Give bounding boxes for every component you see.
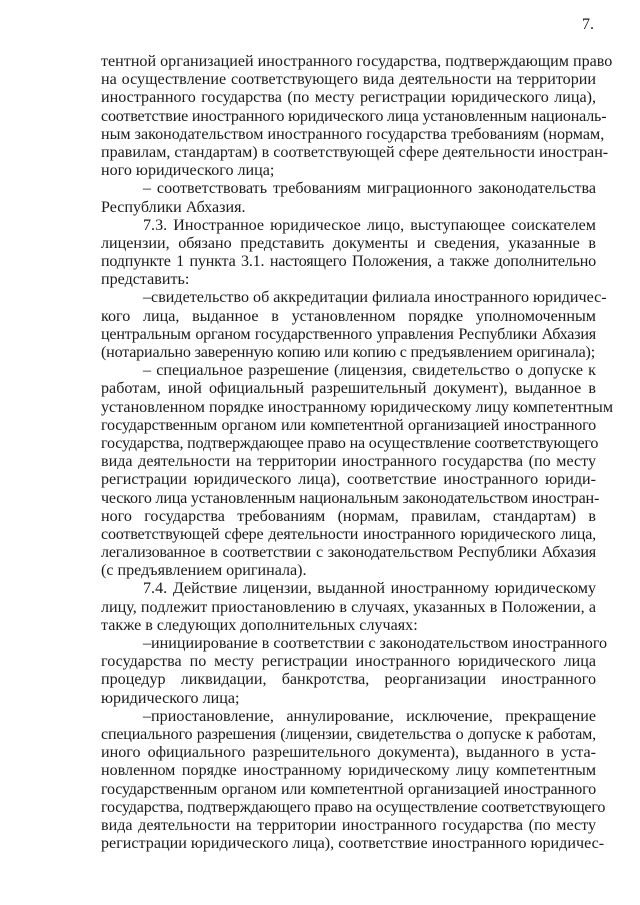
text-line: –инициирование в соответствии с законодательством иностранного — [143, 635, 608, 652]
text-line: Республики Абхазия. — [101, 198, 246, 216]
text-line: вида деятельности на территории иностранного государства (по месту — [101, 453, 596, 471]
text-line: государства по месту регистрации иностранного юридического лица — [101, 653, 596, 671]
text-line: представить: — [101, 271, 190, 289]
text-line: 7.4. Действие лицензии, выданной иностранному юридическому — [143, 580, 596, 598]
text-line: государства, подтверждающее право на осуществление соответствующего — [101, 434, 599, 452]
text-line: подпункте 1 пункта 3.1. настоящего Положения, а также дополнительно — [101, 253, 596, 271]
text-line: (нотариально заверенную копию или копию с предъявлением оригинала); — [101, 344, 595, 361]
text-line: работам, иной официальный разрешительный документ), выданное в — [101, 380, 596, 398]
text-line: ного государства требованиям (нормам, правилам, стандартам) в — [101, 507, 596, 525]
text-line: специального разрешения (лицензии, свидетельства о допуске к работам, — [101, 725, 596, 743]
text-line: процедур ликвидации, банкротства, реорганизации иностранного — [101, 671, 596, 689]
text-line: юридического лица; — [101, 689, 240, 707]
text-line: новленном порядке иностранному юридическому лицу компетентным — [101, 762, 596, 780]
text-line: ческого лица установленным национальным законодательством иностран- — [101, 489, 600, 507]
text-line: ным законодательством иностранного государства требованиям (нормам, — [101, 125, 605, 143]
text-line: вида деятельности на территории иностранного государства (по месту — [101, 816, 596, 834]
text-line: государственным органом или компетентной организацией иностранного — [101, 780, 596, 798]
text-line: – специальное разрешение (лицензия, свидетельство о допуске к — [143, 362, 596, 380]
text-line: государства, подтверждающего право на осуществление соответствующего — [101, 798, 606, 816]
text-line: кого лица, выданное в установленном порядке уполномоченным — [101, 307, 596, 325]
text-line: правилам, стандартам) в соответствующей сфере деятельности иностран- — [101, 143, 609, 161]
text-line: регистрации юридического лица), соответствие иностранного юридичес- — [101, 835, 605, 853]
text-line: регистрации юридического лица), соответствие иностранного юриди- — [101, 471, 596, 489]
text-line: – соответствовать требованиям миграционного законодательства — [143, 180, 596, 198]
text-line: государственным органом или компетентной организацией иностранного — [101, 416, 596, 434]
text-line: центральным органом государственного управления Республики Абхазия — [101, 325, 596, 343]
text-line: (с предъявлением оригинала). — [101, 562, 307, 580]
text-line: соответствующей сфере деятельности иностранного юридического лица, — [101, 525, 596, 543]
document-body — [101, 53, 613, 853]
text-line: –свидетельство об аккредитации филиала иностранного юридичес- — [143, 289, 607, 307]
text-line: установленном порядке иностранному юридическому лицу компетентным — [101, 398, 613, 416]
text-line: лицензии, обязано представить документы и сведения, указанные в — [101, 234, 596, 252]
text-line: ного юридического лица; — [101, 162, 275, 180]
text-line: иностранного государства (по месту регистрации юридического лица), — [101, 89, 596, 107]
text-line: тентной организацией иностранного государства, подтверждающим право — [101, 53, 613, 70]
text-line: также в следующих дополнительных случаях: — [101, 616, 418, 634]
text-line: лицу, подлежит приостановлению в случаях, указанных в Положении, а — [101, 598, 596, 616]
text-line: 7.3. Иностранное юридическое лицо, выступающее соискателем — [143, 216, 596, 234]
text-line: на осуществление соответствующего вида деятельности на территории — [101, 71, 596, 89]
text-line: легализованное в соответствии с законодательством Республики Абхазия — [101, 544, 596, 562]
page-number: 7. — [582, 16, 594, 33]
text-line: соответствие иностранного юридического лица установленным националь- — [101, 107, 607, 125]
text-line: иного официального разрешительного документа), выданного в уста- — [101, 744, 596, 762]
text-line: –приостановление, аннулирование, исключение, прекращение — [143, 707, 596, 725]
